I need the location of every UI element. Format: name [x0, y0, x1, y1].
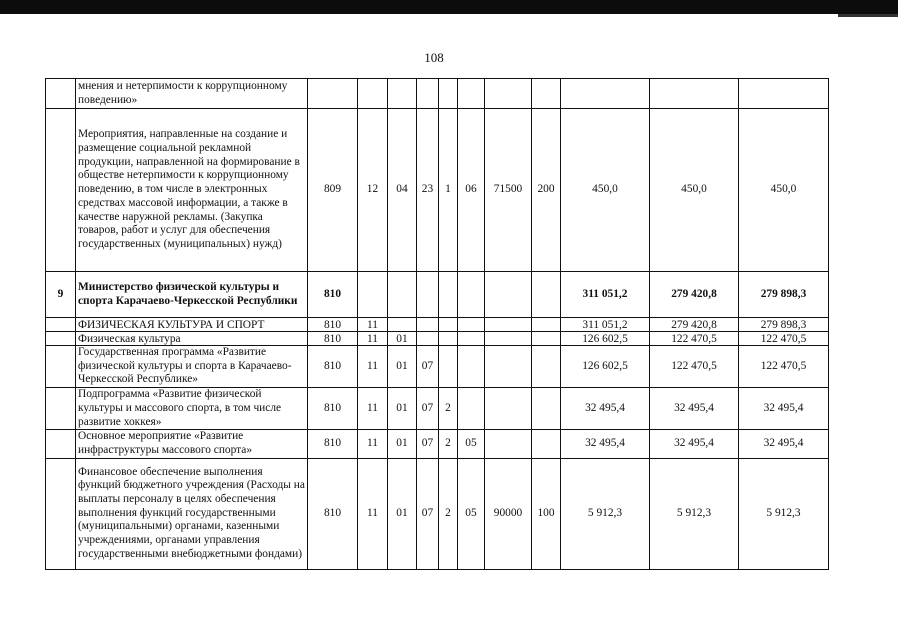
amount-year-3: 32 495,4 — [739, 430, 829, 458]
code-csr-direction — [485, 388, 532, 430]
code-vr — [532, 79, 561, 109]
code-pr: 04 — [388, 109, 417, 272]
table-row — [46, 430, 829, 458]
row-name: Государственная программа «Развитие физической культуры и спорта в Карачаево-Черкесской Республике» — [76, 346, 308, 388]
code-csr-direction: 90000 — [485, 458, 532, 569]
code-csr-event: 05 — [458, 430, 485, 458]
table-row — [46, 458, 829, 569]
table-row — [46, 332, 829, 346]
code-csr-program: 07 — [417, 458, 439, 569]
scan-top-border — [0, 0, 898, 14]
amount-year-2: 450,0 — [650, 109, 739, 272]
code-csr-event — [458, 79, 485, 109]
table-row-ministry — [46, 272, 829, 318]
code-rz: 12 — [358, 109, 388, 272]
code-csr-program — [417, 79, 439, 109]
table-row — [46, 318, 829, 332]
row-number — [46, 318, 76, 332]
row-name: ФИЗИЧЕСКАЯ КУЛЬТУРА И СПОРТ — [76, 318, 308, 332]
code-csr-event — [458, 272, 485, 318]
code-rz: 11 — [358, 388, 388, 430]
amount-year-1: 126 602,5 — [561, 332, 650, 346]
code-glav: 810 — [308, 332, 358, 346]
code-pr: 01 — [388, 346, 417, 388]
code-csr-subprogram — [439, 272, 458, 318]
code-vr — [532, 346, 561, 388]
code-pr: 01 — [388, 332, 417, 346]
code-csr-direction — [485, 79, 532, 109]
code-vr — [532, 388, 561, 430]
amount-year-1: 32 495,4 — [561, 388, 650, 430]
amount-year-3: 279 898,3 — [739, 272, 829, 318]
amount-year-2: 5 912,3 — [650, 458, 739, 569]
row-number — [46, 458, 76, 569]
amount-year-2: 32 495,4 — [650, 388, 739, 430]
code-csr-program: 07 — [417, 388, 439, 430]
code-csr-subprogram — [439, 332, 458, 346]
amount-year-3: 279 898,3 — [739, 318, 829, 332]
code-vr — [532, 430, 561, 458]
code-glav: 810 — [308, 346, 358, 388]
amount-year-1: 5 912,3 — [561, 458, 650, 569]
code-glav: 809 — [308, 109, 358, 272]
table-row — [46, 346, 829, 388]
code-glav: 810 — [308, 318, 358, 332]
amount-year-3: 5 912,3 — [739, 458, 829, 569]
code-csr-subprogram — [439, 346, 458, 388]
table-row — [46, 109, 829, 272]
code-rz: 11 — [358, 430, 388, 458]
code-vr: 200 — [532, 109, 561, 272]
row-name: Финансовое обеспечение выполнения функций бюджетного учреждения (Расходы на выплаты персоналу в целях обеспечения выполнения функций государственными (муниципальными) органами, казенными учреждениями, органами управления государственными внебюджетными фондами) — [76, 458, 308, 569]
amount-year-2: 32 495,4 — [650, 430, 739, 458]
code-vr — [532, 272, 561, 318]
amount-year-3: 122 470,5 — [739, 332, 829, 346]
amount-year-2: 279 420,8 — [650, 318, 739, 332]
code-csr-direction — [485, 318, 532, 332]
row-number — [46, 332, 76, 346]
code-vr — [532, 318, 561, 332]
amount-year-3: 32 495,4 — [739, 388, 829, 430]
amount-year-3: 450,0 — [739, 109, 829, 272]
code-csr-direction — [485, 272, 532, 318]
code-rz — [358, 272, 388, 318]
row-number — [46, 430, 76, 458]
code-pr: 01 — [388, 388, 417, 430]
amount-year-1: 450,0 — [561, 109, 650, 272]
amount-year-2: 122 470,5 — [650, 346, 739, 388]
row-name: Министерство физической культуры и спорта Карачаево-Черкесской Республики — [76, 272, 308, 318]
code-csr-direction: 71500 — [485, 109, 532, 272]
code-csr-subprogram: 2 — [439, 388, 458, 430]
code-csr-direction — [485, 332, 532, 346]
table-row — [46, 79, 829, 109]
amount-year-1: 32 495,4 — [561, 430, 650, 458]
row-name: Физическая культура — [76, 332, 308, 346]
row-number: 9 — [46, 272, 76, 318]
code-pr: 01 — [388, 458, 417, 569]
code-csr-program: 07 — [417, 346, 439, 388]
code-csr-direction — [485, 346, 532, 388]
code-pr — [388, 318, 417, 332]
code-glav: 810 — [308, 430, 358, 458]
code-csr-event — [458, 388, 485, 430]
code-csr-event: 06 — [458, 109, 485, 272]
code-csr-subprogram: 2 — [439, 430, 458, 458]
code-csr-subprogram: 2 — [439, 458, 458, 569]
code-csr-direction — [485, 430, 532, 458]
code-glav: 810 — [308, 458, 358, 569]
code-pr: 01 — [388, 430, 417, 458]
amount-year-1: 311 051,2 — [561, 272, 650, 318]
code-csr-program: 07 — [417, 430, 439, 458]
code-csr-subprogram — [439, 318, 458, 332]
budget-table — [45, 78, 829, 570]
amount-year-3 — [739, 79, 829, 109]
code-csr-event: 05 — [458, 458, 485, 569]
code-glav — [308, 79, 358, 109]
row-number — [46, 79, 76, 109]
code-csr-event — [458, 332, 485, 346]
code-pr — [388, 272, 417, 318]
code-csr-program — [417, 318, 439, 332]
row-name: Мероприятия, направленные на создание и размещение социальной рекламной продукции, направленной на формирование в обществе нетерпимости к коррупционному поведению, в том числе в электронных средствах массовой информации, а также в качестве наружной рекламы. (Закупка товаров, работ и услуг для обеспечения государственных (муниципальных) нужд) — [76, 109, 308, 272]
row-name: Основное мероприятие «Развитие инфраструктуры массового спорта» — [76, 430, 308, 458]
amount-year-1: 311 051,2 — [561, 318, 650, 332]
scan-top-border-edge — [838, 14, 898, 17]
code-vr — [532, 332, 561, 346]
row-number — [46, 388, 76, 430]
code-pr — [388, 79, 417, 109]
code-glav: 810 — [308, 272, 358, 318]
amount-year-2 — [650, 79, 739, 109]
code-csr-event — [458, 318, 485, 332]
amount-year-1: 126 602,5 — [561, 346, 650, 388]
row-name: Подпрограмма «Развитие физической культуры и массового спорта, в том числе развитие хоккея» — [76, 388, 308, 430]
code-csr-subprogram: 1 — [439, 109, 458, 272]
table-row — [46, 388, 829, 430]
row-number — [46, 346, 76, 388]
code-csr-program — [417, 272, 439, 318]
code-rz: 11 — [358, 458, 388, 569]
page-number: 108 — [424, 50, 444, 65]
code-rz — [358, 79, 388, 109]
code-rz: 11 — [358, 318, 388, 332]
code-vr: 100 — [532, 458, 561, 569]
code-rz: 11 — [358, 346, 388, 388]
code-rz: 11 — [358, 332, 388, 346]
code-csr-subprogram — [439, 79, 458, 109]
amount-year-3: 122 470,5 — [739, 346, 829, 388]
amount-year-2: 122 470,5 — [650, 332, 739, 346]
code-csr-program — [417, 332, 439, 346]
code-csr-program: 23 — [417, 109, 439, 272]
code-csr-event — [458, 346, 485, 388]
amount-year-1 — [561, 79, 650, 109]
code-glav: 810 — [308, 388, 358, 430]
amount-year-2: 279 420,8 — [650, 272, 739, 318]
row-name: мнения и нетерпимости к коррупционному поведению» — [76, 79, 308, 109]
row-number — [46, 109, 76, 272]
